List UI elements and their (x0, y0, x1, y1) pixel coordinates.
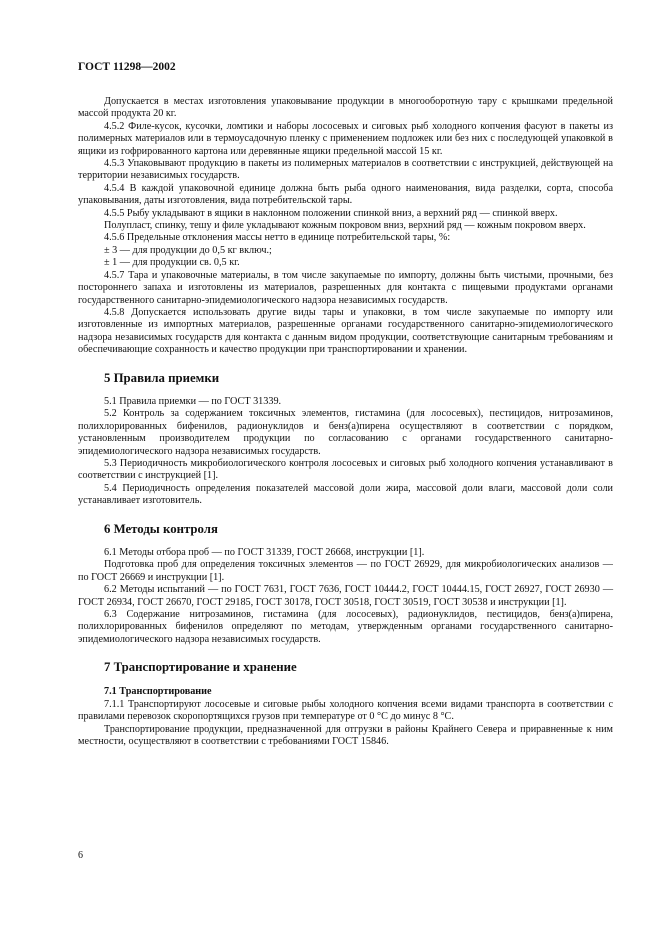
paragraph: 6.2 Методы испытаний — по ГОСТ 7631, ГОСТ 7636, ГОСТ 10444.2, ГОСТ 10444.15, ГОСТ 26927, ГОСТ 26930 — ГОСТ 26934, ГОСТ 26670, ГОСТ 29185, ГОСТ 30178, ГОСТ 30518, ГОСТ 30519, ГОСТ 30538 и инструкции [1]. (78, 584, 613, 608)
paragraph: ± 1 — для продукции св. 0,5 кг. (104, 257, 240, 269)
paragraph: 4.5.7 Тара и упаковочные материалы, в том числе закупаемые по импорту, должны быть чистыми, прочными, без постороннего запаха и изготовлены из материалов, разрешенных для контакта с пищевыми продуктами органами государственного санитарно-эпидемиологического надзора независимых государств. (78, 269, 613, 306)
paragraph: 5.1 Правила приемки — по ГОСТ 31339. (104, 395, 282, 407)
paragraph: Полупласт, спинку, тешу и филе укладывают кожным покровом вниз, верхний ряд — кожным покровом вверх. (104, 220, 586, 232)
paragraph: 4.5.3 Упаковывают продукцию в пакеты из полимерных материалов в соответствии с инструкцией, действующей на территории независимых государств. (78, 158, 613, 182)
paragraph: Транспортирование продукции, предназначенной для отгрузки в районы Крайнего Севера и приравненные к ним местности, осуществляют в соответствии с требованиями ГОСТ 15846. (78, 723, 613, 748)
page-number: 6 (78, 850, 83, 861)
paragraph: 4.5.5 Рыбу укладывают в ящики в наклонном положении спинкой вниз, а верхний ряд — спинкой вверх. (104, 207, 558, 219)
paragraph: Допускается в местах изготовления упаковывание продукции в многооборотную тару с крышками предельной массой продукта 20 кг. (78, 96, 613, 120)
paragraph: 6.1 Методы отбора проб — по ГОСТ 31339, ГОСТ 26668, инструкции [1]. (104, 547, 425, 558)
section-heading: 6 Методы контроля (104, 521, 218, 536)
paragraph: 7.1.1 Транспортируют лососевые и сиговые рыбы холодного копчения всеми видами транспорта в соответствии с правилами перевозок скоропортящихся грузов при температуре от 0 °С до минус 8 °С. (78, 699, 613, 723)
section-heading: 7 Транспортирование и хранение (104, 660, 297, 675)
paragraph: ± 3 — для продукции до 0,5 кг включ.; (104, 244, 272, 256)
paragraph: 4.5.2 Филе-кусок, кусочки, ломтики и наборы лососевых и сиговых рыб холодного копчения фасуют в пакеты из полимерных материалов или в термоусадочную пленку с применением подложек или без них с последующей упаковкой в ящики из гофрированного картона или деревянные ящики предельной массой 15 кг. (78, 120, 613, 157)
paragraph: 4.5.8 Допускается использовать другие виды тары и упаковки, в том числе закупаемые по импорту или изготовленные из импортных материалов, разрешенные органами государственного санитарно-эпидемиологического надзора независимых государств для контакта с данным видом продукции, соответствующие санитарным требованиям и обеспечивающие сохранность и качество продукции при транспортировании и хранении. (78, 306, 613, 356)
paragraph: Подготовка проб для определения токсичных элементов — по ГОСТ 26929, для микробиологических анализов — по ГОСТ 26669 и инструкции [1]. (78, 559, 613, 583)
paragraph: 4.5.6 Предельные отклонения массы нетто в единице потребительской тары, %: (104, 232, 451, 244)
paragraph: 5.4 Периодичность определения показателей массовой доли жира, массовой доли влаги, массовой доли соли устанавливает изготовитель. (78, 482, 613, 507)
paragraph: 6.3 Содержание нитрозаминов, гистамина (для лососевых), радионуклидов, пестицидов, бенз(а)пирена, полихлорированных бифенилов определяют по методам, утвержденным органами государственного санитарно-эпидемиологического надзора независимых государств. (78, 609, 613, 645)
section-heading: 5 Правила приемки (104, 370, 220, 385)
subsection-heading: 7.1 Транспортирование (104, 685, 212, 697)
paragraph: 4.5.4 В каждой упаковочной единице должна быть рыба одного наименования, вида разделки, сорта, способа упаковывания, даты изготовления, вида потребительской тары. (78, 182, 613, 207)
document-body (78, 96, 613, 749)
paragraph: 5.3 Периодичность микробиологического контроля лососевых и сиговых рыб холодного копчения устанавливают в соответствии с инструкцией [1]. (78, 457, 613, 482)
document-header: ГОСТ 11298—2002 (78, 61, 176, 73)
paragraph: 5.2 Контроль за содержанием токсичных элементов, гистамина (для лососевых), пестицидов, нитрозаминов, полихлорированных бифенилов, радионуклидов и бенз(а)пирена осуществляют в соответствии с порядком, установленным производителем продукции по согласованию с органами государственного санитарно-эпидемиологического надзора независимых государств. (78, 408, 613, 457)
